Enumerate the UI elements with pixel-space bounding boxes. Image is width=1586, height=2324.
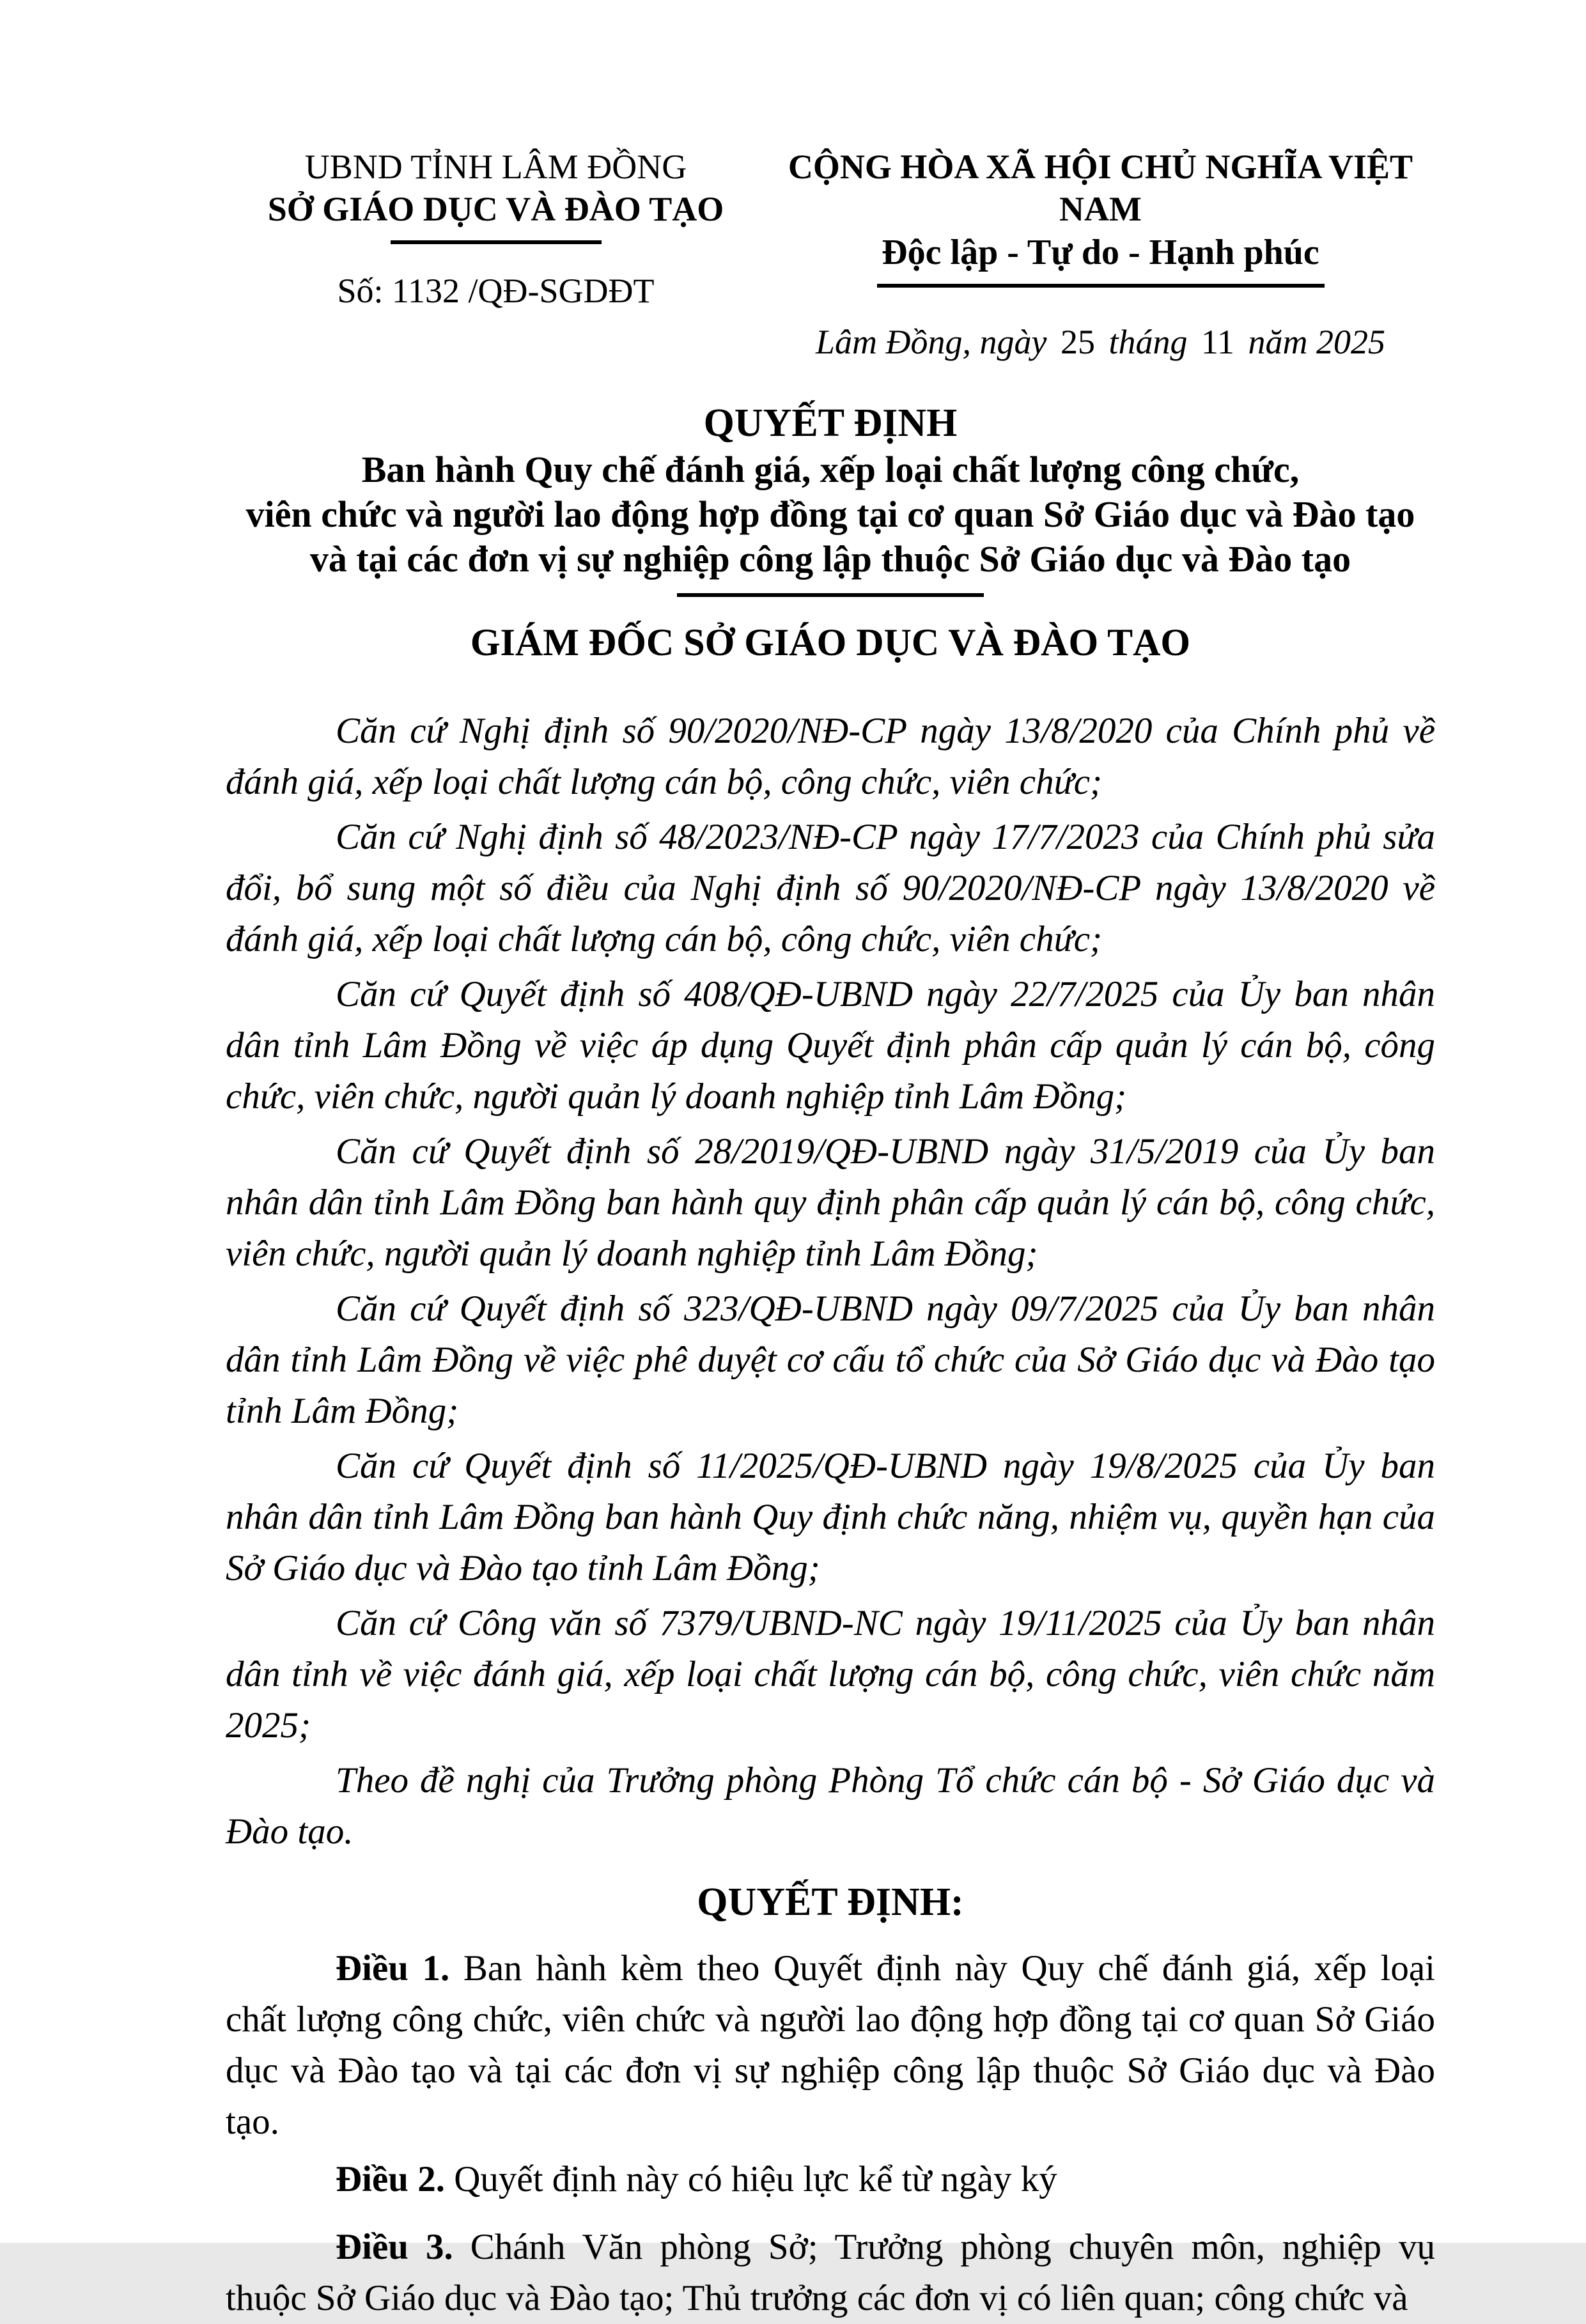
article-3-text: Chánh Văn phòng Sở; Trưởng phòng chuyên môn, nghiệp vụ thuộc Sở Giáo dục và Đào tạo; Thủ trưởng các đơn vị có liên quan; công chức và: [226, 2227, 1436, 2318]
article-1: [226, 1943, 1435, 2148]
agency-underline: [391, 240, 602, 244]
preamble-paragraph: Căn cứ Nghị định số 48/2023/NĐ-CP ngày 17/7/2023 của Chính phủ sửa đổi, bổ sung một số điều của Nghị định số 90/2020/NĐ-CP ngày 13/8/2020 về đánh giá, xếp loại chất lượng cán bộ, công chức, viên chức;: [226, 817, 1435, 959]
issuing-agency-block: [226, 146, 766, 312]
proposal-paragraph: Theo đề nghị của Trưởng phòng Phòng Tổ chức cán bộ - Sở Giáo dục và Đào tạo.: [226, 1760, 1435, 1852]
article-1-label: Điều 1.: [336, 1948, 450, 1988]
document-title-block: [226, 399, 1435, 597]
date-year-suffix: năm 2025: [1248, 323, 1385, 361]
article-2-label: Điều 2.: [336, 2159, 445, 2199]
preamble-paragraph: Căn cứ Quyết định số 28/2019/QĐ-UBND ngày 31/5/2019 của Ủy ban nhân dân tỉnh Lâm Đồng ban hành quy định phân cấp quản lý cán bộ, công chức, viên chức, người quản lý doanh nghiệp tỉnh Lâm Đồng;: [226, 1131, 1435, 1274]
agency-name: SỞ GIÁO DỤC VÀ ĐÀO TẠO: [267, 190, 724, 228]
preamble-paragraph: Căn cứ Quyết định số 11/2025/QĐ-UBND ngày 19/8/2025 của Ủy ban nhân dân tỉnh Lâm Đồng ban hành Quy định chức năng, nhiệm vụ, quyền hạn của Sở Giáo dục và Đào tạo tỉnh Lâm Đồng;: [226, 1446, 1435, 1588]
document-type-title: QUYẾT ĐỊNH: [703, 401, 958, 445]
place-date-prefix: Lâm Đồng, ngày: [815, 323, 1047, 361]
issuer-heading: GIÁM ĐỐC SỞ GIÁO DỤC VÀ ĐÀO TẠO: [470, 621, 1191, 663]
article-2: [226, 2154, 1435, 2205]
preamble-paragraph: Căn cứ Nghị định số 90/2020/NĐ-CP ngày 13/8/2020 của Chính phủ về đánh giá, xếp loại chất lượng cán bộ, công chức, viên chức;: [226, 711, 1435, 802]
national-title: CỘNG HÒA XÃ HỘI CHỦ NGHĨA VIỆT NAM: [788, 148, 1413, 228]
document-subtitle-line-3: và tại các đơn vị sự nghiệp công lập thuộc Sở Giáo dục và Đào tạo: [309, 538, 1351, 580]
national-motto: Độc lập - Tự do - Hạnh phúc: [882, 233, 1319, 272]
document-body: [226, 706, 1435, 2324]
preamble-paragraph: Căn cứ Quyết định số 408/QĐ-UBND ngày 22/7/2025 của Ủy ban nhân dân tỉnh Lâm Đồng về việc áp dụng Quyết định phân cấp quản lý cán bộ, công chức, viên chức, người quản lý doanh nghiệp tỉnh Lâm Đồng;: [226, 974, 1435, 1117]
document-header: [226, 146, 1435, 363]
place-date-line: [766, 321, 1435, 363]
motto-underline: [877, 284, 1325, 288]
preamble-paragraph: Căn cứ Công văn số 7379/UBND-NC ngày 19/11/2025 của Ủy ban nhân dân tỉnh về việc đánh giá, xếp loại chất lượng cán bộ, công chức, viên chức năm 2025;: [226, 1603, 1435, 1746]
title-underline: [677, 593, 984, 597]
preamble-paragraph: Căn cứ Quyết định số 323/QĐ-UBND ngày 09/7/2025 của Ủy ban nhân dân tỉnh Lâm Đồng về việc phê duyệt cơ cấu tổ chức của Sở Giáo dục và Đào tạo tỉnh Lâm Đồng;: [226, 1289, 1435, 1431]
article-1-text: Ban hành kèm theo Quyết định này Quy chế đánh giá, xếp loại chất lượng công chức, viên chức và người lao động hợp đồng tại cơ quan Sở Giáo dục và Đào tạo và tại các đơn vị sự nghiệp công lập thuộc Sở Giáo dục và Đào tạo.: [226, 1948, 1436, 2142]
date-thang-word: tháng: [1108, 323, 1188, 361]
article-3-label: Điều 3.: [336, 2227, 453, 2267]
document-number: Số: 1132 /QĐ-SGDĐT: [337, 272, 655, 310]
decision-heading: QUYẾT ĐỊNH:: [697, 1880, 964, 1924]
document-subtitle-line-2: viên chức và người lao động hợp đồng tại cơ quan Sở Giáo dục và Đào tạo: [245, 493, 1415, 535]
parent-agency-name: UBND TỈNH LÂM ĐỒNG: [304, 148, 687, 186]
national-header-block: [766, 146, 1435, 363]
article-2-text: Quyết định này có hiệu lực kể từ ngày ký: [445, 2159, 1057, 2199]
date-day: 25: [1060, 323, 1095, 361]
document-subtitle-line-1: Ban hành Quy chế đánh giá, xếp loại chất lượng công chức,: [361, 449, 1300, 490]
article-3: [226, 2222, 1435, 2324]
date-month: 11: [1201, 323, 1234, 361]
